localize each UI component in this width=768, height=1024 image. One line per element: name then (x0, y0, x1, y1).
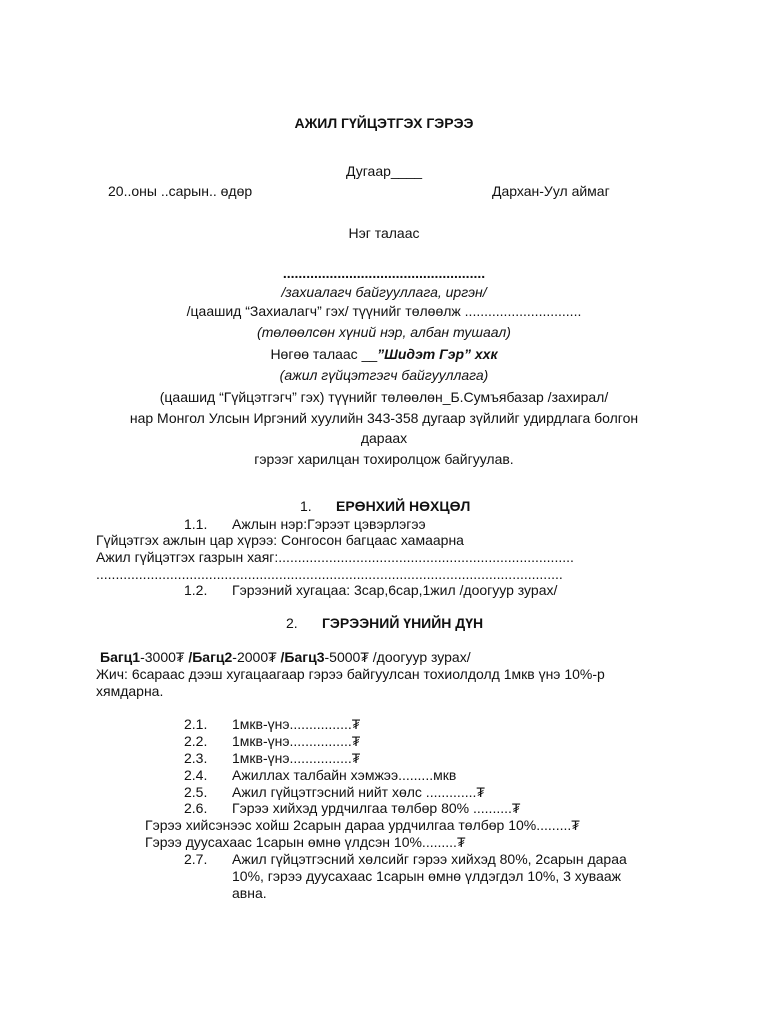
company-name: ”Шидэт Гэр” ххк (377, 346, 498, 362)
remaining-payment-line: Гэрээ дуусахаас 1сарын өмнө үлдсэн 10%.........₮ (145, 834, 466, 850)
work-address-dots: ........................................................................................................................ (96, 566, 563, 582)
item-2-5-number: 2.5. (184, 784, 208, 800)
item-2-7-line1: Ажил гүйцэтгэсний хөлсийг гэрээ хийхэд 80%, 2сарын дараа (232, 851, 627, 867)
item-2-6-text: Гэрээ хийхэд урдчилгаа төлбөр 80% ..........₮ (232, 800, 521, 816)
client-dots-line: .................................................... (282, 265, 486, 281)
contractor-description: (ажил гүйцэтгэгч байгууллага) (279, 367, 489, 383)
item-2-4-number: 2.4. (184, 767, 208, 783)
item-2-4-text: Ажиллах талбайн хэмжээ.........мкв (232, 767, 457, 783)
item-2-5-text: Ажил гүйцэтгэсний нийт хөлс .............₮ (232, 784, 485, 800)
item-1-1-text: Ажлын нэр:Гэрээт цэвэрлэгээ (232, 516, 426, 532)
law-reference-line2: дараах (360, 430, 408, 446)
one-side-label: Нэг талаас (348, 225, 420, 241)
item-2-3-text: 1мкв-үнэ................₮ (232, 750, 361, 766)
item-2-7-number: 2.7. (184, 851, 208, 867)
item-1-2-number: 1.2. (184, 582, 208, 598)
section2-number: 2. (286, 615, 298, 631)
package2-label: /Багц2 (188, 649, 233, 665)
other-side-line (0, 346, 768, 362)
work-scope-line: Гүйцэтгэх ажлын цар хүрээ: Сонгосон багцаас хамаарна (96, 532, 464, 548)
section1-number: 1. (300, 498, 312, 514)
representative-description: (төлөөлсөн хүний нэр, албан тушаал) (257, 324, 511, 340)
client-alias: /цаашид “Захиалагч” гэх/ түүнийг төлөөлж .............................. (186, 303, 582, 319)
package-prices-line (100, 649, 471, 665)
item-2-2-number: 2.2. (184, 733, 208, 749)
client-description: /захиалагч байгууллага, иргэн/ (281, 284, 487, 300)
contract-number: Дугаар____ (345, 163, 423, 179)
contract-date: 20..оны ..сарын.. өдөр (108, 183, 253, 199)
package3-price: -5000₮ /доогуур зурах/ (324, 649, 471, 665)
package1-price: -3000₮ (140, 649, 189, 665)
contract-place: Дархан-Уул аймаг (492, 183, 610, 199)
discount-note-line2: хямдарна. (96, 683, 164, 699)
document-title: АЖИЛ ГҮЙЦЭТГЭХ ГЭРЭЭ (294, 115, 474, 131)
other-side-prefix: Нөгөө талаас __ (270, 346, 378, 362)
item-2-1-text: 1мкв-үнэ................₮ (232, 716, 361, 732)
contractor-alias: (цаашид “Гүйцэтгэгч” гэх) түүнийг төлөөлөн_Б.Сумъябазар /захирал/ (159, 389, 609, 405)
item-2-1-number: 2.1. (184, 716, 208, 732)
package3-label: /Багц3 (280, 649, 325, 665)
section1-title: ЕРӨНХИЙ НӨХЦӨЛ (336, 498, 471, 514)
work-address-line: Ажил гүйцэтгэх газрын хаяг:............................................................................ (96, 549, 574, 565)
package2-price: -2000₮ (232, 649, 281, 665)
discount-note-line1: Жич: 6сараас дээш хугацаагаар гэрээ байгуулсан тохиолдолд 1мкв үнэ 10%-р (96, 666, 605, 682)
law-reference-line3: гэрээг харилцан тохиролцож байгуулав. (254, 451, 514, 467)
advance-payment-line: Гэрээ хийсэнээс хойш 2сарын дараа урдчилгаа төлбөр 10%.........₮ (145, 817, 580, 833)
item-2-2-text: 1мкв-үнэ................₮ (232, 733, 361, 749)
item-2-7-line3: авна. (232, 885, 267, 901)
law-reference-line1: нар Монгол Улсын Иргэний хуулийн 343-358 дугаар зүйлийг удирдлага болгон (129, 410, 639, 426)
package1-label: Багц1 (100, 649, 141, 665)
item-2-6-number: 2.6. (184, 800, 208, 816)
section2-title: ГЭРЭЭНИЙ ҮНИЙН ДҮН (322, 615, 484, 631)
item-1-1-number: 1.1. (184, 516, 208, 532)
item-1-2-text: Гэрээний хугацаа: 3сар,6сар,1жил /доогуур зурах/ (232, 582, 558, 598)
item-2-7-line2: 10%, гэрээ дуусахаас 1сарын өмнө үлдэгдэл 10%, 3 хуваaж (232, 868, 622, 884)
item-2-3-number: 2.3. (184, 750, 208, 766)
